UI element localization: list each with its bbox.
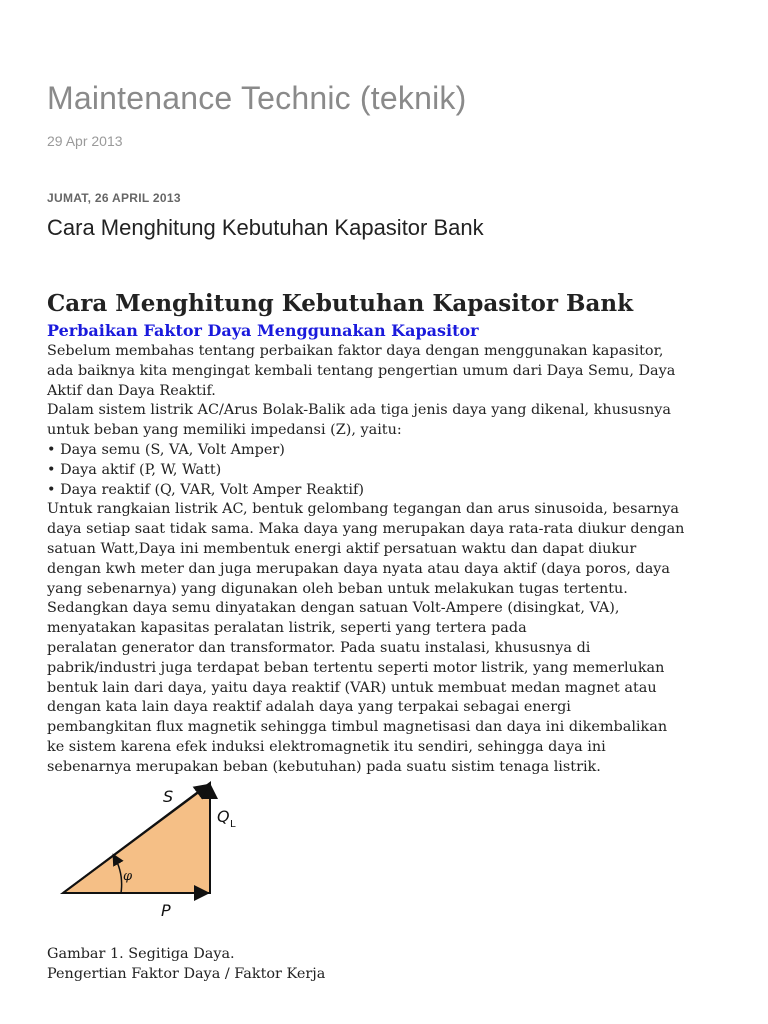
body-line: Sedangkan daya semu dinyatakan dengan satuan Volt-Ampere (disingkat, VA), (47, 600, 620, 617)
power-triangle-figure (57, 778, 257, 928)
article-heading: Cara Menghitung Kebutuhan Kapasitor Bank (47, 290, 634, 317)
body-line: sebenarnya merupakan beban (kebutuhan) pada suatu sistim tenaga listrik. (47, 758, 601, 775)
body-line: menyatakan kapasitas peralatan listrik, seperti yang tertera pada (47, 620, 527, 637)
body-line: bentuk lain dari daya, yaitu daya reaktif (VAR) untuk membuat medan magnet atau (47, 679, 657, 696)
body-line: Sebelum membahas tentang perbaikan faktor daya dengan menggunakan kapasitor, (47, 343, 664, 359)
body-line: untuk beban yang memiliki impedansi (Z), yaitu: (47, 422, 402, 439)
figure-caption (47, 945, 325, 985)
post-content (47, 288, 727, 778)
caption-line: Pengertian Faktor Daya / Faktor Kerja (47, 965, 326, 982)
blog-date: 29 Apr 2013 (47, 133, 123, 149)
body-line: satuan Watt,Daya ini membentuk energi aktif persatuan waktu dan dapat diukur (47, 540, 637, 557)
label-phi: φ (123, 869, 133, 884)
article-body (47, 342, 727, 778)
body-line: dengan kata lain daya reaktif adalah daya yang terpakai sebagai energi (47, 699, 571, 716)
body-line: Aktif dan Daya Reaktif. (47, 382, 216, 399)
post-date-header: JUMAT, 26 APRIL 2013 (47, 191, 181, 205)
article-subheading: Perbaikan Faktor Daya Menggunakan Kapasitor (47, 321, 479, 340)
body-line: • Daya semu (S, VA, Volt Amper) (47, 441, 285, 458)
label-q-subscript: L (230, 819, 236, 830)
body-line: ada baiknya kita mengingat kembali tentang pengertian umum dari Daya Semu, Daya (47, 362, 676, 379)
body-line: pembangkitan flux magnetik sehingga timbul magnetisasi dan daya ini dikembalikan (47, 719, 668, 736)
label-p: P (161, 901, 171, 920)
body-line: • Daya aktif (P, W, Watt) (47, 461, 222, 478)
body-line: Untuk rangkaian listrik AC, bentuk gelombang tegangan dan arus sinusoida, besarnya (47, 501, 680, 518)
body-line: ke sistem karena efek induksi elektromagnetik itu sendiri, sehingga daya ini (47, 738, 606, 755)
post-title[interactable]: Cara Menghitung Kebutuhan Kapasitor Bank (47, 215, 484, 240)
label-q: Q (217, 807, 230, 826)
caption-line: Gambar 1. Segitiga Daya. (47, 946, 235, 962)
body-line: yang sebenarnya) yang digunakan oleh beban untuk melakukan tugas tertentu. (47, 580, 628, 597)
body-line: peralatan generator dan transformator. Pada suatu instalasi, khususnya di (47, 639, 591, 656)
label-s: S (163, 787, 174, 806)
body-line: pabrik/industri juga terdapat beban tertentu seperti motor listrik, yang memerlukan (47, 659, 665, 676)
body-line: • Daya reaktif (Q, VAR, Volt Amper Reaktif) (47, 481, 364, 498)
body-line: dengan kwh meter dan juga merupakan daya nyata atau daya aktif (daya poros, daya (47, 560, 670, 577)
body-line: daya setiap saat tidak sama. Maka daya yang merupakan daya rata-rata diukur dengan (47, 521, 685, 538)
body-line: Dalam sistem listrik AC/Arus Bolak-Balik ada tiga jenis daya yang dikenal, khususnya (47, 402, 671, 419)
blog-title[interactable]: Maintenance Technic (teknik) (47, 80, 467, 116)
